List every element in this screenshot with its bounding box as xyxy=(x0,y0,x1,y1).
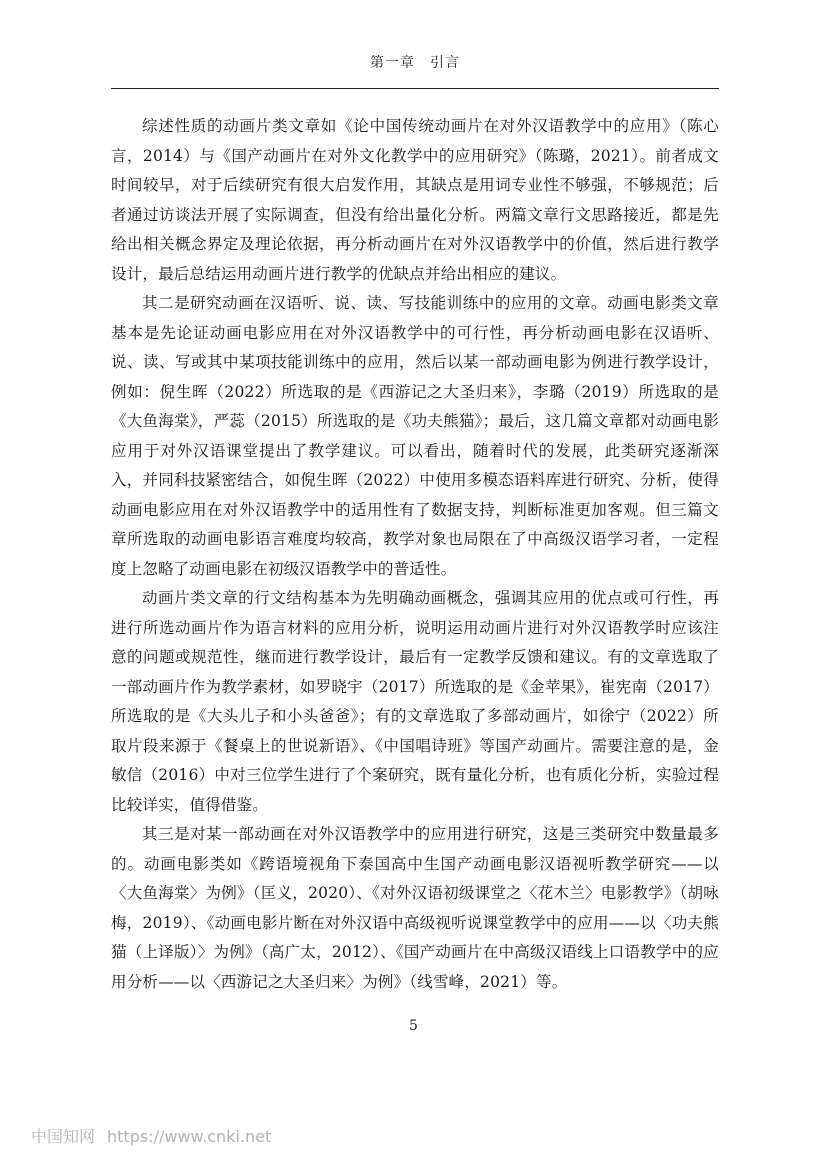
page-number: 5 xyxy=(409,1018,418,1034)
watermark-url: https://www.cnki.net xyxy=(107,1127,272,1146)
cnki-watermark xyxy=(31,1124,271,1147)
paragraph-4: 其三是对某一部动画在对外汉语教学中的应用进行研究，这是三类研究中数量最多的。动画电影类如《跨语境视角下泰国高中生国产动画电影汉语视听教学研究——以〈大鱼海棠〉为例》（匡义，2020）、《对外汉语初级课堂之〈花木兰〉电影教学》（胡咏梅，2019）、《动画电影片断在对外汉语中高级视听说课堂教学中的应用——以〈功夫熊猫（上译版）〉为例》（高广太，2012）、《国产动画片在中高级汉语线上口语教学中的应用分析——以〈西游记之大圣归来〉为例》（线雪峰，2021）等。 xyxy=(111,825,719,991)
watermark-brand: 中国知网 xyxy=(31,1127,96,1146)
chapter-title: 第一章 引言 xyxy=(370,55,460,71)
running-header xyxy=(111,44,719,89)
paragraph-2: 其二是研究动画在汉语听、说、读、写技能训练中的应用的文章。动画电影类文章基本是先论证动画电影应用在对外汉语教学中的可行性，再分析动画电影在汉语听、说、读、写或其中某项技能训练中的应用，然后以某一部动画电影为例进行教学设计，例如：倪生晖（2022）所选取的是《西游记之大圣归来》，李璐（2019）所选取的是《大鱼海棠》，严蕊（2015）所选取的是《功夫熊猫》；最后，这几篇文章都对动画电影应用于对外汉语课堂提出了教学建议。可以看出，随着时代的发展，此类研究逐渐深入，并同科技紧密结合，如倪生晖（2022）中使用多模态语料库进行研究、分析，使得动画电影应用在对外汉语教学中的适用性有了数据支持，判断标准更加客观。但三篇文章所选取的动画电影语言难度均较高，教学对象也局限在了中高级汉语学习者，一定程度上忽略了动画电影在初级汉语教学中的普适性。 xyxy=(111,294,719,578)
paragraph-1: 综述性质的动画片类文章如《论中国传统动画片在对外汉语教学中的应用》（陈心言，2014）与《国产动画片在对外文化教学中的应用研究》（陈璐，2021）。前者成文时间较早，对于后续研究有很大启发作用，其缺点是用词专业性不够强，不够规范；后者通过访谈法开展了实际调查，但没有给出量化分析。两篇文章行文思路接近，都是先给出相关概念界定及理论依据，再分析动画片在对外汉语教学中的价值，然后进行教学设计，最后总结运用动画片进行教学的优缺点并给出相应的建议。 xyxy=(111,117,719,283)
body-text xyxy=(111,112,719,997)
paragraph-3: 动画片类文章的行文结构基本为先明确动画概念，强调其应用的优点或可行性，再进行所选动画片作为语言材料的应用分析，说明运用动画片进行对外汉语教学时应该注意的问题或规范性，继而进行教学设计，最后有一定教学反馈和建议。有的文章选取了一部动画片作为教学素材，如罗晓宇（2017）所选取的是《金苹果》，崔宪南（2017）所选取的是《大头儿子和小头爸爸》；有的文章选取了多部动画片，如徐宁（2022）所取片段来源于《餐桌上的世说新语》、《中国唱诗班》等国产动画片。需要注意的是，金敏信（2016）中对三位学生进行了个案研究，既有量化分析，也有质化分析，实验过程比较详实，值得借鉴。 xyxy=(111,589,719,814)
